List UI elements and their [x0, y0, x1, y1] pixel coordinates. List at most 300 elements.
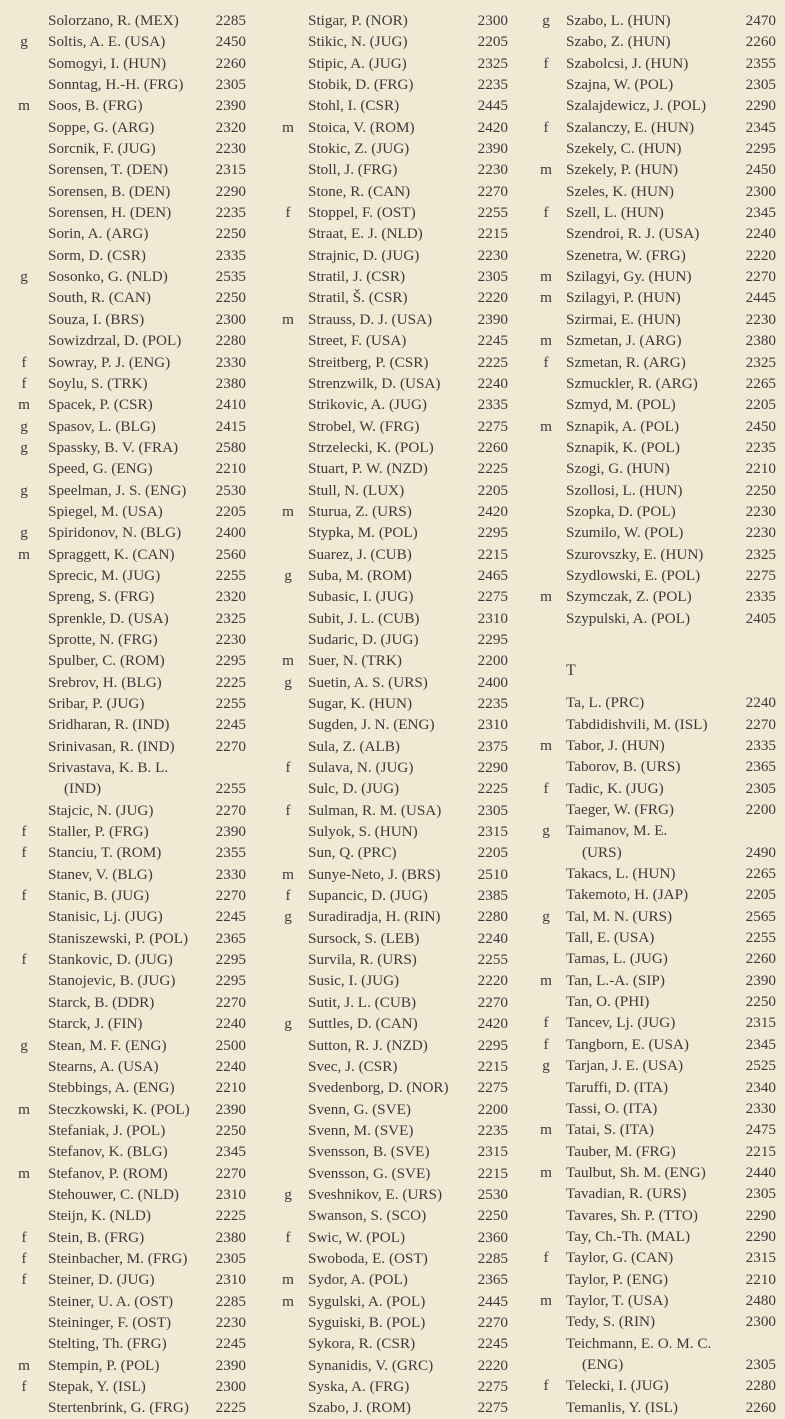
player-rating: 2310 [477, 716, 508, 734]
player-rating: 2320 [215, 118, 246, 136]
title-marker: g [284, 908, 292, 926]
player-entry [14, 159, 254, 180]
player-rating: 2420 [477, 502, 508, 520]
player-name: Spulber, C. (ROM) [48, 652, 165, 670]
player-name: Szabolcsi, J. (HUN) [566, 54, 689, 72]
player-entry [538, 1055, 778, 1076]
title-marker: m [282, 1271, 294, 1289]
player-name: Straat, E. J. (NLD) [308, 225, 423, 243]
title-marker: m [282, 1292, 294, 1310]
player-rating: 2215 [477, 545, 508, 563]
player-name: Szilagyi, P. (HUN) [566, 289, 681, 307]
player-rating: 2270 [215, 737, 246, 755]
player-name: Szopka, D. (POL) [566, 502, 676, 520]
player-entry [538, 138, 778, 159]
column-2 [280, 10, 510, 1419]
player-name: Tabor, J. (HUN) [566, 737, 665, 754]
spacer [538, 629, 778, 650]
player-rating: 2310 [215, 1271, 246, 1289]
player-rating: 2300 [745, 182, 776, 200]
player-rating: 2390 [215, 97, 246, 115]
player-name: Swanson, S. (SCO) [308, 1207, 427, 1225]
player-entry [538, 223, 778, 244]
player-entry [14, 842, 254, 863]
player-entry [14, 394, 254, 415]
player-rating: 2270 [215, 801, 246, 819]
player-entry [14, 223, 254, 244]
player-name: Sulman, R. M. (USA) [308, 801, 442, 819]
player-name: Sorensen, H. (DEN) [48, 204, 172, 222]
player-entry [280, 245, 510, 266]
player-name: Szabo, Z. (HUN) [566, 33, 671, 51]
player-entry [280, 1205, 510, 1226]
player-entry [14, 565, 254, 586]
player-name: Ta, L. (PRC) [566, 694, 645, 712]
player-rating: 2235 [745, 438, 776, 456]
player-name: Szypulski, A. (POL) [566, 609, 691, 627]
player-name: Streitberg, P. (CSR) [308, 353, 429, 371]
player-rating: 2530 [215, 481, 246, 499]
title-marker: g [20, 524, 28, 542]
title-marker: m [540, 1291, 552, 1309]
player-entry [280, 458, 510, 479]
player-entry [538, 394, 778, 415]
player-entry [538, 1354, 778, 1375]
player-entry [538, 245, 778, 266]
player-name: Tan, O. (PHI) [566, 993, 650, 1011]
player-rating: 2240 [215, 1015, 246, 1033]
player-entry [14, 501, 254, 522]
player-name: Staniszewski, P. (POL) [48, 929, 189, 947]
player-entry [538, 863, 778, 884]
player-rating: 2475 [745, 1121, 776, 1139]
title-marker: g [542, 12, 550, 29]
player-name: Spiridonov, N. (BLG) [48, 524, 182, 542]
player-entry [280, 544, 510, 565]
player-rating: 2215 [477, 1057, 508, 1075]
player-rating: 2390 [477, 310, 508, 328]
title-marker: m [282, 652, 294, 670]
title-marker: f [21, 823, 27, 841]
player-name: Steczkowski, K. (POL) [48, 1100, 190, 1118]
player-name: Stefaniak, J. (POL) [48, 1121, 166, 1139]
player-entry [538, 1012, 778, 1033]
player-entry [14, 1248, 254, 1269]
player-name: Stanev, V. (BLG) [48, 865, 153, 883]
player-rating: 2450 [215, 33, 246, 51]
player-name: Stokic, Z. (JUG) [308, 140, 410, 158]
player-entry [538, 1226, 778, 1247]
player-name: Stull, N. (LUX) [308, 481, 405, 499]
player-name: Stebbings, A. (ENG) [48, 1079, 175, 1097]
player-entry [538, 1397, 778, 1418]
player-entry [538, 778, 778, 799]
player-entry [538, 842, 778, 863]
player-rating: 2380 [745, 332, 776, 350]
player-entry [538, 1119, 778, 1140]
player-rating: 2225 [215, 1207, 246, 1225]
player-entry [280, 202, 510, 223]
player-name: Synanidis, V. (GRC) [308, 1356, 434, 1374]
player-name: Sprenkle, D. (USA) [48, 609, 169, 627]
player-name: Tabdidishvili, M. (ISL) [566, 715, 708, 733]
title-marker: f [21, 887, 27, 905]
column-1 [14, 10, 254, 1419]
player-entry [538, 287, 778, 308]
player-rating: 2375 [477, 737, 508, 755]
player-rating: 2250 [745, 993, 776, 1011]
player-entry [280, 10, 510, 31]
player-rating: 2230 [745, 524, 776, 542]
title-marker: m [282, 118, 294, 136]
player-rating: 2310 [477, 609, 508, 627]
player-name: Stoll, J. (FRG) [308, 161, 398, 179]
player-rating: 2290 [745, 1227, 776, 1245]
player-entry [538, 565, 778, 586]
player-name: Sznapik, A. (POL) [566, 417, 680, 435]
player-entry [14, 885, 254, 906]
player-rating: 2420 [477, 118, 508, 136]
player-rating: 2365 [745, 758, 776, 776]
player-name: Solorzano, R. (MEX) [48, 12, 179, 29]
player-name: Szilagyi, Gy. (HUN) [566, 268, 692, 286]
player-name: Takemoto, H. (JAP) [566, 886, 689, 904]
player-entry [538, 117, 778, 138]
player-name: Szmuckler, R. (ARG) [566, 374, 698, 392]
player-name: Taimanov, M. E. [566, 822, 668, 840]
player-name: Strobel, W. (FRG) [308, 417, 420, 435]
player-name: Szumilo, W. (POL) [566, 524, 684, 542]
player-name: Stuart, P. W. (NZD) [308, 460, 428, 478]
player-name: Szell, L. (HUN) [566, 204, 664, 222]
title-marker: m [282, 310, 294, 328]
title-marker: m [540, 161, 552, 179]
player-name: Tan, L.-A. (SIP) [566, 971, 665, 989]
player-rating: 2450 [745, 161, 776, 179]
player-name: Sulc, D. (JUG) [308, 780, 400, 798]
player-entry [280, 1163, 510, 1184]
player-entry [14, 181, 254, 202]
player-rating: 2200 [477, 652, 508, 670]
title-marker: g [20, 268, 28, 286]
player-rating: 2390 [215, 823, 246, 841]
player-name: Spiegel, M. (USA) [48, 502, 163, 520]
player-rating: 2215 [477, 225, 508, 243]
player-entry [14, 544, 254, 565]
player-name: Starck, B. (DDR) [48, 993, 155, 1011]
player-entry [14, 138, 254, 159]
title-marker: m [18, 1100, 30, 1118]
player-entry [280, 95, 510, 116]
player-rating: 2295 [215, 951, 246, 969]
player-entry [280, 1099, 510, 1120]
player-rating: 2270 [215, 1164, 246, 1182]
player-rating: 2260 [745, 33, 776, 51]
player-name: Szenetra, W. (FRG) [566, 246, 686, 264]
player-rating: 2325 [215, 609, 246, 627]
player-entry [538, 373, 778, 394]
player-name: Szirmai, E. (HUN) [566, 310, 681, 328]
player-name: Szendroi, R. J. (USA) [566, 225, 700, 243]
player-entry [538, 522, 778, 543]
player-rating: 2320 [215, 588, 246, 606]
player-entry [538, 181, 778, 202]
player-entry [14, 31, 254, 52]
player-rating: 2255 [477, 951, 508, 969]
player-rating: 2340 [745, 1078, 776, 1096]
title-marker: g [20, 438, 28, 456]
player-name: Susic, I. (JUG) [308, 972, 400, 990]
player-entry [538, 437, 778, 458]
player-rating: 2225 [215, 1399, 246, 1417]
player-rating: 2345 [745, 204, 776, 222]
player-rating: 2230 [215, 630, 246, 648]
player-entry [14, 608, 254, 629]
player-name: Strikovic, A. (JUG) [308, 396, 427, 414]
player-entry [538, 480, 778, 501]
player-name: Tavadian, R. (URS) [566, 1185, 687, 1203]
player-entry [14, 74, 254, 95]
player-entry [14, 10, 254, 31]
title-marker: m [540, 1163, 552, 1181]
player-entry [14, 352, 254, 373]
title-marker: g [20, 33, 28, 51]
title-marker: f [543, 54, 549, 72]
player-name: Stobik, D. (FRG) [308, 76, 414, 94]
player-entry [14, 821, 254, 842]
player-entry [14, 714, 254, 735]
player-rating: 2300 [745, 1313, 776, 1331]
player-name: Tadic, K. (JUG) [566, 779, 664, 797]
player-name: Stepak, Y. (ISL) [48, 1378, 146, 1395]
player-entry [14, 1312, 254, 1333]
player-name: Szurovszky, E. (HUN) [566, 545, 704, 563]
player-rating: 2385 [477, 887, 508, 905]
player-name: Spasov, L. (BLG) [48, 417, 156, 435]
player-name: Sulyok, S. (HUN) [308, 823, 418, 841]
player-name: Szymczak, Z. (POL) [566, 588, 692, 606]
player-rating: 2205 [215, 502, 246, 520]
player-name: Sosonko, G. (NLD) [48, 268, 168, 286]
player-rating: 2270 [477, 993, 508, 1011]
player-name: Taylor, G. (CAN) [566, 1249, 674, 1267]
player-rating: 2245 [477, 1335, 508, 1353]
player-entry [538, 309, 778, 330]
player-name: Svensson, B. (SVE) [308, 1143, 430, 1161]
player-name: Sykora, R. (CSR) [308, 1335, 416, 1353]
player-name: Szalanczy, E. (HUN) [566, 118, 695, 136]
player-entry [280, 992, 510, 1013]
player-name: Szeles, K. (HUN) [566, 182, 674, 200]
player-rating: 2300 [215, 1378, 246, 1395]
player-name: Strauss, D. J. (USA) [308, 310, 433, 328]
player-rating: 2305 [215, 76, 246, 94]
player-name: Sprotte, N. (FRG) [48, 630, 158, 648]
player-entry [14, 245, 254, 266]
player-rating: 2380 [215, 1228, 246, 1246]
player-entry [280, 287, 510, 308]
player-entry [280, 778, 510, 799]
player-name: Speed, G. (ENG) [48, 460, 153, 478]
player-rating: 2240 [215, 1057, 246, 1075]
player-entry [280, 1333, 510, 1354]
player-name: Svensson, G. (SVE) [308, 1164, 431, 1182]
title-marker: m [540, 1121, 552, 1139]
player-rating: 2330 [215, 865, 246, 883]
player-entry [14, 650, 254, 671]
player-entry [280, 906, 510, 927]
player-rating: 2230 [477, 246, 508, 264]
player-name: Stipic, A. (JUG) [308, 54, 407, 72]
player-entry [14, 757, 254, 778]
player-name: Taylor, P. (ENG) [566, 1270, 669, 1288]
title-marker: f [21, 951, 27, 969]
player-entry [14, 202, 254, 223]
player-entry [538, 10, 778, 31]
title-marker: m [540, 332, 552, 350]
player-name: Sorensen, B. (DEN) [48, 182, 171, 200]
player-entry [280, 1013, 510, 1034]
player-name: Sribar, P. (JUG) [48, 695, 145, 712]
player-rating: 2510 [477, 865, 508, 883]
player-name: Strajnic, D. (JUG) [308, 246, 420, 264]
player-name: Sygulski, A. (POL) [308, 1292, 426, 1310]
player-name: Stratil, Š. (CSR) [308, 289, 408, 307]
player-name: Tauber, M. (FRG) [566, 1142, 676, 1160]
player-entry [280, 480, 510, 501]
player-entry [538, 991, 778, 1012]
player-entry [280, 159, 510, 180]
player-name: Taborov, B. (URS) [566, 758, 681, 776]
player-rating: 2230 [215, 1313, 246, 1331]
player-name: Spreng, S. (FRG) [48, 588, 155, 606]
player-name: Szmyd, M. (POL) [566, 396, 676, 414]
player-name: Szalajdewicz, J. (POL) [566, 97, 707, 115]
player-rating: 2535 [215, 268, 246, 286]
player-name: Stanisic, Lj. (JUG) [48, 908, 163, 926]
player-entry [280, 74, 510, 95]
title-marker: f [21, 1378, 27, 1395]
player-rating: 2275 [477, 1378, 508, 1395]
title-marker: f [543, 353, 549, 371]
player-rating: 2355 [215, 844, 246, 862]
player-entry [280, 53, 510, 74]
player-name: Stelting, Th. (FRG) [48, 1335, 167, 1353]
player-rating: 2565 [745, 907, 776, 925]
player-entry [280, 1077, 510, 1098]
player-entry [14, 992, 254, 1013]
player-name: Sprecic, M. (JUG) [48, 566, 161, 584]
player-entry [14, 309, 254, 330]
player-rating: 2210 [745, 1270, 776, 1288]
player-entry [538, 31, 778, 52]
player-entry [14, 522, 254, 543]
player-rating: 2255 [215, 695, 246, 712]
player-entry [14, 1056, 254, 1077]
player-name: Tay, Ch.-Th. (MAL) [566, 1227, 691, 1245]
player-rating: 2560 [215, 545, 246, 563]
player-name: Sowizdrzal, D. (POL) [48, 332, 182, 350]
player-rating: 2200 [745, 801, 776, 819]
player-name: Soos, B. (FRG) [48, 97, 143, 115]
player-entry [538, 756, 778, 777]
player-rating: 2365 [215, 929, 246, 947]
player-entry [14, 117, 254, 138]
player-entry [280, 842, 510, 863]
player-rating: 2400 [477, 673, 508, 691]
player-name: Stratil, J. (CSR) [308, 268, 406, 286]
player-rating: 2410 [215, 396, 246, 414]
player-name: Spacek, P. (CSR) [48, 396, 153, 414]
player-name: Sugar, K. (HUN) [308, 695, 412, 712]
player-entry [14, 1035, 254, 1056]
player-rating: 2290 [745, 1206, 776, 1224]
title-marker: m [18, 1356, 30, 1374]
player-entry [280, 565, 510, 586]
player-rating: 2440 [745, 1163, 776, 1181]
player-entry [538, 544, 778, 565]
player-rating: 2530 [477, 1185, 508, 1203]
player-name: Sulava, N. (JUG) [308, 759, 414, 777]
player-name: Survila, R. (URS) [308, 951, 417, 969]
player-entry [280, 1184, 510, 1205]
player-entry [538, 416, 778, 437]
title-marker: f [21, 1271, 27, 1289]
player-name: Sutit, J. L. (CUB) [308, 993, 417, 1011]
title-marker: f [543, 1377, 549, 1395]
player-rating: 2270 [745, 268, 776, 286]
player-rating: 2270 [215, 887, 246, 905]
player-rating: 2275 [745, 566, 776, 584]
player-rating: 2290 [215, 182, 246, 200]
player-name: Svedenborg, D. (NOR) [308, 1079, 449, 1097]
player-rating: 2445 [477, 97, 508, 115]
player-rating: 2345 [745, 1035, 776, 1053]
player-name: Soylu, S. (TRK) [48, 374, 148, 392]
player-name: Steijn, K. (NLD) [48, 1207, 151, 1225]
player-entry [538, 820, 778, 841]
player-rating: 2225 [477, 353, 508, 371]
player-name: Sula, Z. (ALB) [308, 737, 400, 755]
player-name: Tatai, S. (ITA) [566, 1121, 654, 1139]
player-entry [14, 416, 254, 437]
player-name: Taulbut, Sh. M. (ENG) [566, 1163, 706, 1181]
player-rating: 2580 [215, 438, 246, 456]
player-name: Takacs, L. (HUN) [566, 865, 676, 883]
player-entry [538, 202, 778, 223]
player-name: Stempin, P. (POL) [48, 1356, 160, 1374]
player-name: Sonntag, H.-H. (FRG) [48, 76, 184, 94]
player-rating: 2335 [477, 396, 508, 414]
player-name: Steiner, U. A. (OST) [48, 1292, 174, 1310]
player-name: Tassi, O. (ITA) [566, 1099, 658, 1117]
player-rating: 2335 [215, 246, 246, 264]
player-entry [538, 1098, 778, 1119]
title-marker: f [285, 759, 291, 777]
player-rating: 2315 [215, 161, 246, 179]
player-entry [538, 74, 778, 95]
player-name: Stanic, B. (JUG) [48, 887, 150, 905]
player-name: Telecki, I. (JUG) [566, 1377, 669, 1395]
player-name: Stoppel, F. (OST) [308, 204, 416, 222]
player-name: Tedy, S. (RIN) [566, 1313, 656, 1331]
player-entry [280, 672, 510, 693]
title-marker: g [284, 1185, 292, 1203]
player-rating: 2255 [215, 566, 246, 584]
player-entry [280, 970, 510, 991]
title-marker: m [18, 97, 30, 115]
player-rating: 2315 [745, 1249, 776, 1267]
